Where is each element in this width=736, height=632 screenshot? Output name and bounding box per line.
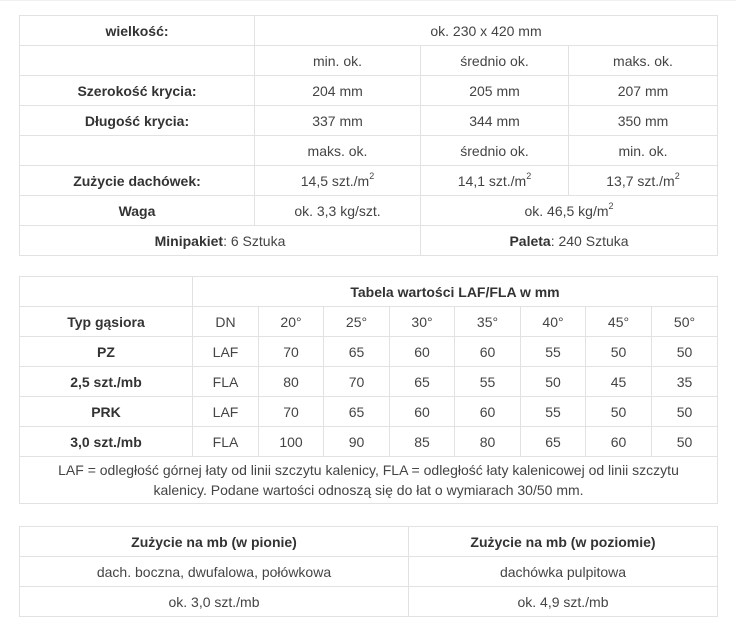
minipack-label: Minipakiet [154, 232, 224, 249]
range-header-mid: średnio ok. [421, 46, 569, 76]
weight-area-text: ok. 46,5 kg/m [524, 202, 609, 219]
cover-width-value: 204 mm [255, 76, 421, 106]
cover-length-value: 344 mm [421, 106, 569, 136]
range-header-mid: średnio ok. [421, 136, 569, 166]
tile-usage-text: 14,1 szt./m [457, 172, 527, 189]
tile-usage-value [421, 166, 569, 196]
table-cell: 85 [390, 427, 455, 457]
empty-cell [20, 46, 255, 76]
range-header-min: min. ok. [569, 136, 718, 166]
usage-value-row [20, 587, 718, 617]
dn-header: DN [193, 307, 259, 337]
tile-usage-row [20, 166, 718, 196]
unit-exponent: 2 [369, 170, 375, 181]
unit-exponent: 2 [608, 200, 614, 211]
tile-usage-label: Zużycie dachówek: [20, 166, 255, 196]
horizontal-usage-header: Zużycie na mb (w poziomie) [409, 527, 718, 557]
weight-per-area [421, 196, 718, 226]
empty-cell [20, 136, 255, 166]
horizontal-tile-type: dachówka pulpitowa [409, 557, 718, 587]
note-row [20, 457, 718, 504]
cover-width-value: 205 mm [421, 76, 569, 106]
table-cell: 50 [521, 367, 586, 397]
top-divider [0, 0, 736, 1]
table-cell: 65 [324, 337, 390, 367]
ridge-type: PRK [20, 397, 193, 427]
cover-width-row [20, 76, 718, 106]
usage-header-row [20, 527, 718, 557]
tile-usage-value [569, 166, 718, 196]
dn-kind: LAF [193, 337, 259, 367]
angle-header: 25° [324, 307, 390, 337]
table-cell: 50 [652, 427, 718, 457]
table-cell: 55 [455, 367, 521, 397]
angle-header: 45° [586, 307, 652, 337]
table-cell: 50 [586, 397, 652, 427]
table-cell: 70 [259, 337, 324, 367]
table-cell: 65 [390, 367, 455, 397]
unit-exponent: 2 [526, 170, 532, 181]
table-cell: 55 [521, 337, 586, 367]
ridge-type: PZ [20, 337, 193, 367]
table-cell: 60 [455, 397, 521, 427]
laf-fla-note: LAF = odległość górnej łaty od linii szczytu kalenicy, FLA = odległość łaty kalenicowej od linii szczytu kalenicy. Podane wartości odnoszą się do łat o wymiarach 30/50 mm. [20, 457, 718, 504]
table-cell: 35 [652, 367, 718, 397]
table-cell: 90 [324, 427, 390, 457]
pallet-cell [421, 226, 718, 256]
size-table [19, 15, 718, 256]
size-value: ok. 230 x 420 mm [255, 16, 718, 46]
table-cell: 65 [521, 427, 586, 457]
dn-kind: FLA [193, 367, 259, 397]
table-cell: 65 [324, 397, 390, 427]
table-cell: 50 [586, 337, 652, 367]
ridge-type: 3,0 szt./mb [20, 427, 193, 457]
cover-width-value: 207 mm [569, 76, 718, 106]
packaging-row [20, 226, 718, 256]
laf-table-title: Tabela wartości LAF/FLA w mm [193, 277, 718, 307]
table-row [20, 427, 718, 457]
weight-per-piece: ok. 3,3 kg/szt. [255, 196, 421, 226]
weight-label: Waga [20, 196, 255, 226]
size-row [20, 16, 718, 46]
cover-width-label: Szerokość krycia: [20, 76, 255, 106]
range-header-max: maks. ok. [569, 46, 718, 76]
table-row [20, 337, 718, 367]
vertical-usage-header: Zużycie na mb (w pionie) [20, 527, 409, 557]
range-header-row [20, 46, 718, 76]
table-cell: 45 [586, 367, 652, 397]
angle-header: 35° [455, 307, 521, 337]
cover-length-value: 350 mm [569, 106, 718, 136]
tile-usage-text: 13,7 szt./m [606, 172, 675, 189]
table-cell: 80 [259, 367, 324, 397]
ridge-type: 2,5 szt./mb [20, 367, 193, 397]
angle-header-row [20, 307, 718, 337]
vertical-usage-value: ok. 3,0 szt./mb [20, 587, 409, 617]
unit-exponent: 2 [674, 170, 680, 181]
cover-length-value: 337 mm [255, 106, 421, 136]
dn-kind: LAF [193, 397, 259, 427]
table-cell: 60 [455, 337, 521, 367]
table-cell: 80 [455, 427, 521, 457]
size-label: wielkość: [20, 16, 255, 46]
usage-per-meter-table [19, 526, 718, 617]
cover-length-label: Długość krycia: [20, 106, 255, 136]
table-cell: 60 [390, 397, 455, 427]
tile-usage-text: 14,5 szt./m [300, 172, 370, 189]
pallet-label: Paleta [509, 232, 551, 249]
angle-header: 40° [521, 307, 586, 337]
weight-row [20, 196, 718, 226]
vertical-tile-type: dach. boczna, dwufalowa, połówkowa [20, 557, 409, 587]
table-cell: 50 [652, 337, 718, 367]
range-header-min: min. ok. [255, 46, 421, 76]
table-cell: 55 [521, 397, 586, 427]
angle-header: 30° [390, 307, 455, 337]
pallet-value: : 240 Sztuka [550, 232, 629, 249]
range-header-max: maks. ok. [255, 136, 421, 166]
table-cell: 50 [652, 397, 718, 427]
table-cell: 70 [259, 397, 324, 427]
table-cell: 70 [324, 367, 390, 397]
table-cell: 100 [259, 427, 324, 457]
title-row [20, 277, 718, 307]
table-row [20, 367, 718, 397]
horizontal-usage-value: ok. 4,9 szt./mb [409, 587, 718, 617]
tile-type-row [20, 557, 718, 587]
angle-header: 20° [259, 307, 324, 337]
tile-usage-value [255, 166, 421, 196]
table-cell: 60 [586, 427, 652, 457]
minipack-cell [20, 226, 421, 256]
table-row [20, 397, 718, 427]
ridge-type-header: Typ gąsiora [20, 307, 193, 337]
dn-kind: FLA [193, 427, 259, 457]
angle-header: 50° [652, 307, 718, 337]
range-header-row-2 [20, 136, 718, 166]
cover-length-row [20, 106, 718, 136]
laf-fla-table [19, 276, 718, 504]
empty-cell [20, 277, 193, 307]
table-cell: 60 [390, 337, 455, 367]
minipack-value: : 6 Sztuka [223, 232, 286, 249]
